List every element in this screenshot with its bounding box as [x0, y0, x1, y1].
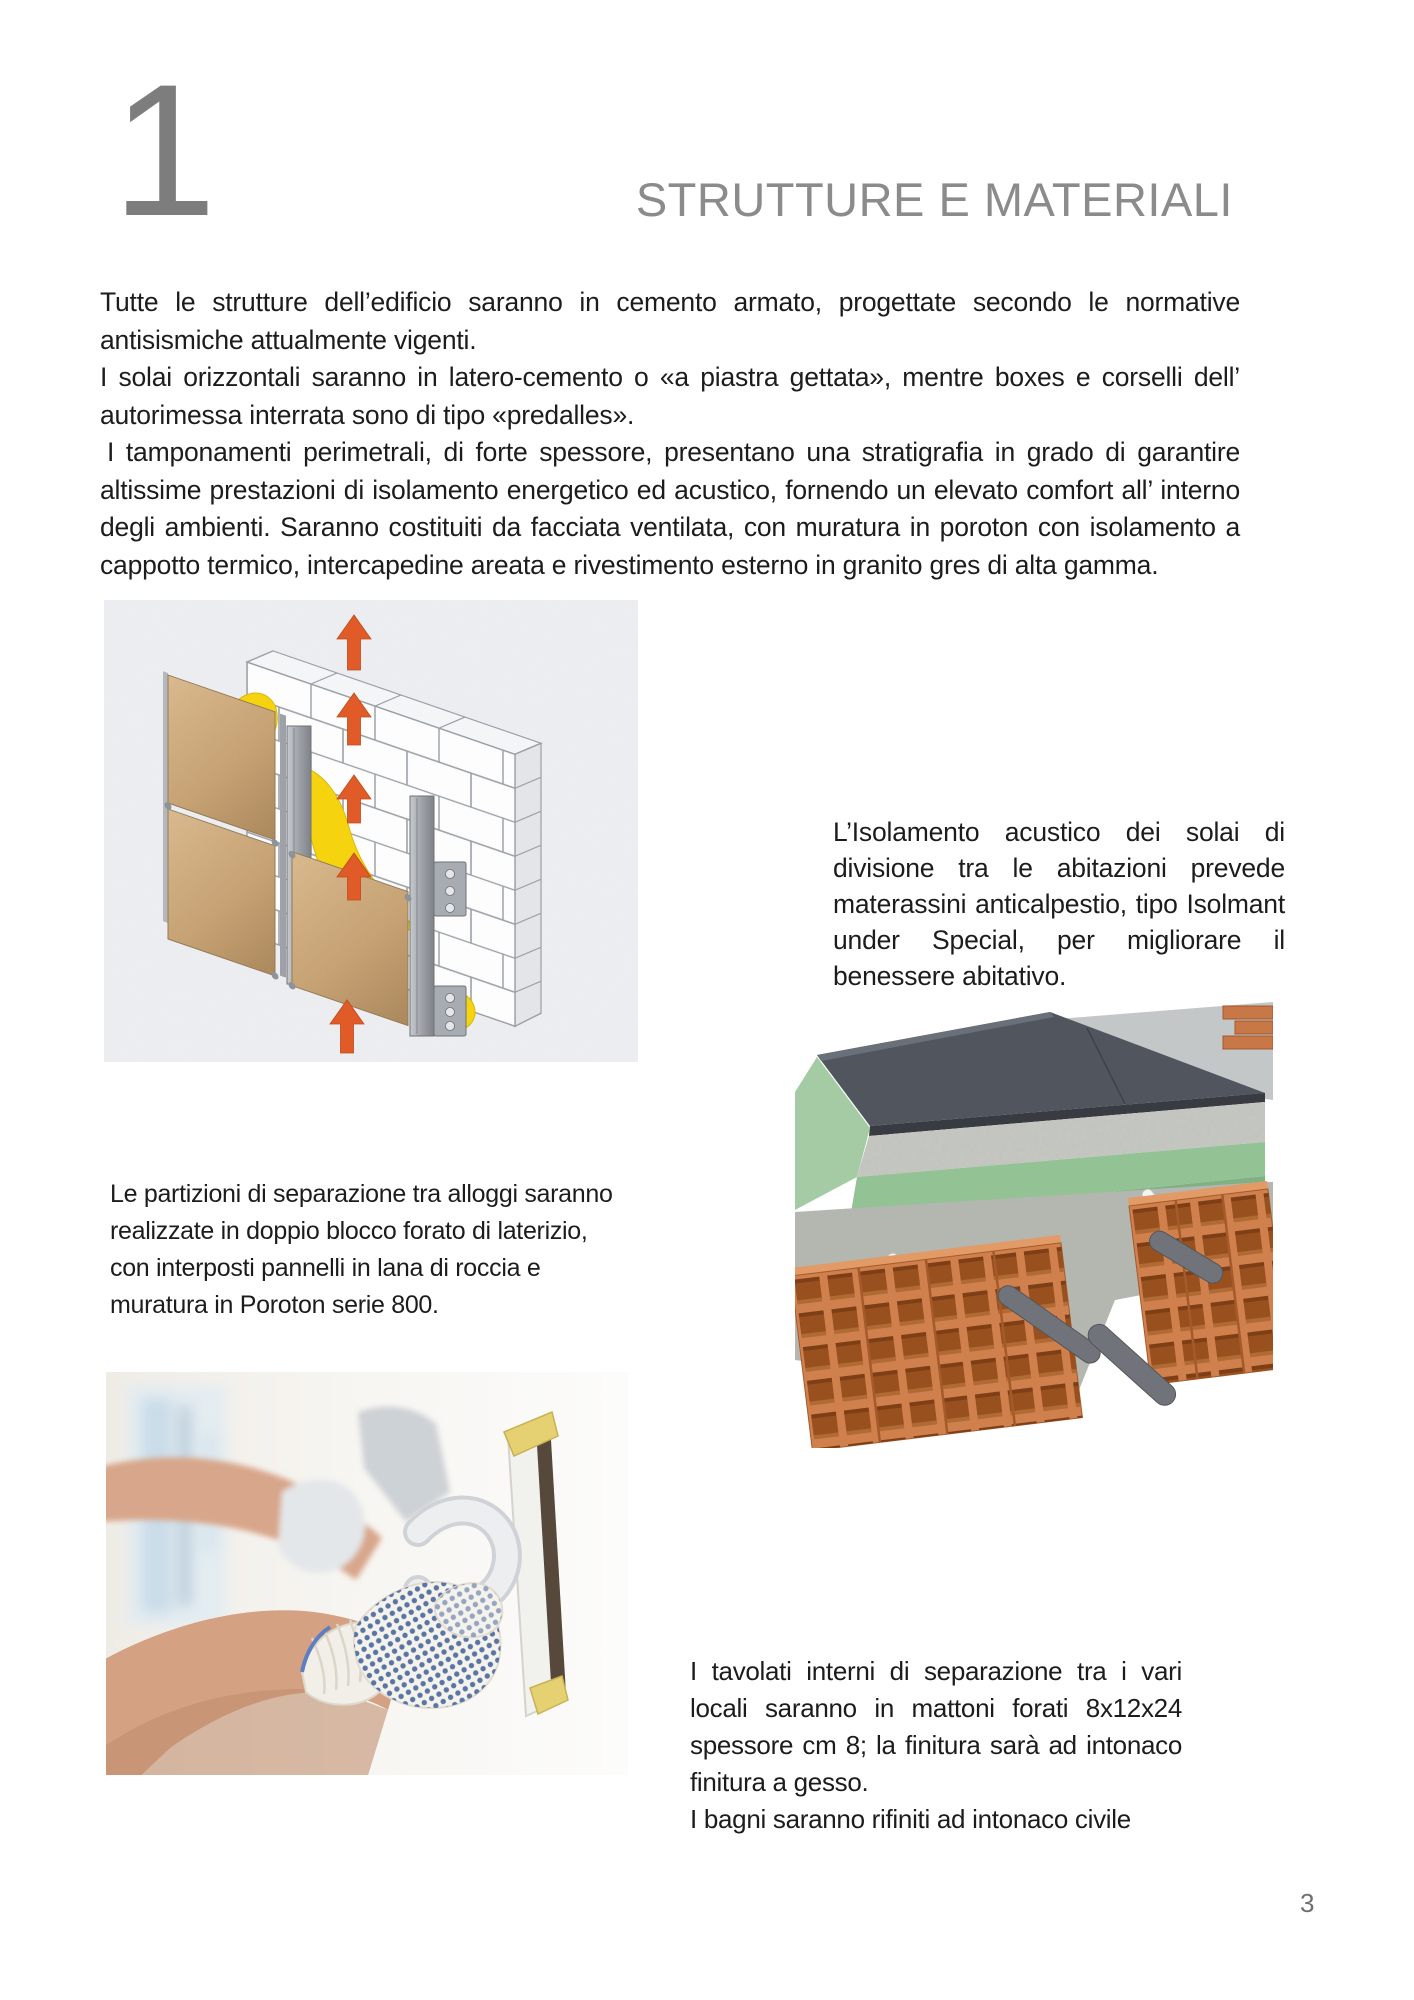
plastering-photo-figure — [106, 1372, 628, 1775]
internal-walls-text-block — [690, 1653, 1182, 1838]
intro-paragraph-3: I tamponamenti perimetrali, di forte spessore, presentano una stratigrafia in grado di garantire altissime prestazioni di isolamento energetico ed acustico, fornendo un elevato comfort all’ interno degli ambienti. Saranno costituiti da facciata ventilata, con muratura in poroton con isolamento a cappotto termico, intercapedine areata e rivestimento esterno in granito gres di alta gamma. — [100, 437, 1240, 580]
partitions-paragraph: Le partizioni di separazione tra alloggi saranno realizzate in doppio blocco forato di laterizio, con interposti pannelli in lana di roccia e muratura in Poroton serie 800. — [110, 1180, 613, 1319]
partitions-text-block — [110, 1176, 625, 1324]
floor-slab-insulation-render-image — [795, 1000, 1273, 1448]
clay-blocks-left-graphic — [795, 1235, 1082, 1448]
facade-diagram-figure — [104, 600, 638, 1062]
chapter-number: 1 — [112, 45, 217, 255]
floor-insulation-figure — [795, 1000, 1273, 1448]
page-number: 3 — [1300, 1888, 1315, 1918]
clay-blocks-right-graphic — [1128, 1181, 1273, 1385]
walls-paragraph-1: I tavolati interni di separazione tra i vari locali saranno in mattoni forati 8x12x24 spessore cm 8; la finitura sarà ad intonaco finitura a gesso. — [690, 1656, 1182, 1797]
acoustic-paragraph: L’Isolamento acustico dei solai di divisione tra le abitazioni prevede materassini anticalpestio, tipo Isolmant under Special, per migliorare il benessere abitativo. — [833, 817, 1285, 991]
intro-paragraph-1: Tutte le strutture dell’edificio saranno in cemento armato, progettate secondo le normative antisismiche attualmente vigenti. — [100, 287, 1240, 355]
intro-paragraph-2: I solai orizzontali saranno in latero-cemento o «a piastra gettata», mentre boxes e corselli dell’ autorimessa interrata sono di tipo «predalles». — [100, 362, 1240, 430]
acoustic-insulation-text-block — [833, 814, 1285, 994]
plastering-wall-photo-image — [106, 1372, 628, 1775]
walls-paragraph-2: I bagni saranno rifiniti ad intonaco civile — [690, 1804, 1131, 1834]
page-title: STRUTTURE E MATERIALI — [635, 173, 1233, 226]
ventilated-facade-diagram-image — [104, 600, 638, 1062]
intro-text-block — [100, 284, 1240, 584]
